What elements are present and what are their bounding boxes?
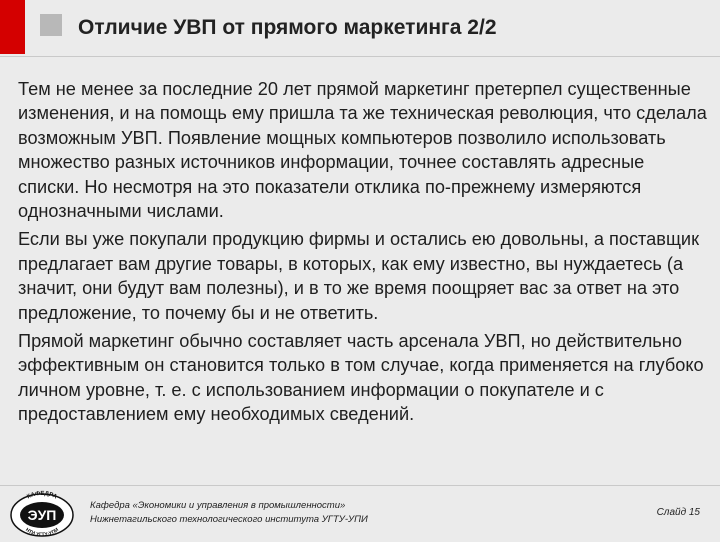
paragraph-1: Тем не менее за последние 20 лет прямой маркетинг претерпел существенные изменения, и на помощь ему пришла та же техническая революция, что сделала возможным УВП. Появление мощных компьютеров позволило использовать множество разных источников информации, точнее составлять адресные списки. Но несмотря на это показатели отклика по-прежнему измеряются однозначными числами. <box>18 79 707 222</box>
paragraph-2: Если вы уже покупали продукцию фирмы и остались ею довольны, а поставщик предлагает вам другие товары, в которых, как ему известно, вы нуждаетесь (а значит, они будут вам полезны), и в то же время поощряет вас за ответ на это предложение, то почему бы и не ответить. <box>18 229 700 323</box>
paragraph-3: Прямой маркетинг обычно составляет часть арсенала УВП, но действительно эффективным он становится только в том случае, когда применяется на глубоко личном уровне, т. е. с использованием информации о покупателе и с предоставлением ему необходимых сведений. <box>18 331 704 425</box>
slide-title: Отличие УВП от прямого маркетинга 2/2 <box>78 16 497 39</box>
slide-body <box>18 77 708 431</box>
footer-line-1: Кафедра «Экономики и управления в промышленности» <box>90 500 346 511</box>
corner-accent-gray <box>40 14 62 36</box>
footer-divider <box>0 485 720 486</box>
department-logo <box>8 489 76 537</box>
slide-number: Слайд 15 <box>656 507 700 518</box>
corner-accent-red <box>0 0 25 54</box>
logo-center-text: ЭУП <box>27 507 57 523</box>
title-divider <box>0 56 720 57</box>
logo-ring-top-text: КАФЕДРА <box>26 490 58 501</box>
footer-caption <box>90 499 368 527</box>
logo-ring-bottom-text: НТИ УГТУ-УПИ <box>24 526 60 537</box>
footer-line-2: Нижнетагильского технологического института УГТУ-УПИ <box>90 514 368 525</box>
